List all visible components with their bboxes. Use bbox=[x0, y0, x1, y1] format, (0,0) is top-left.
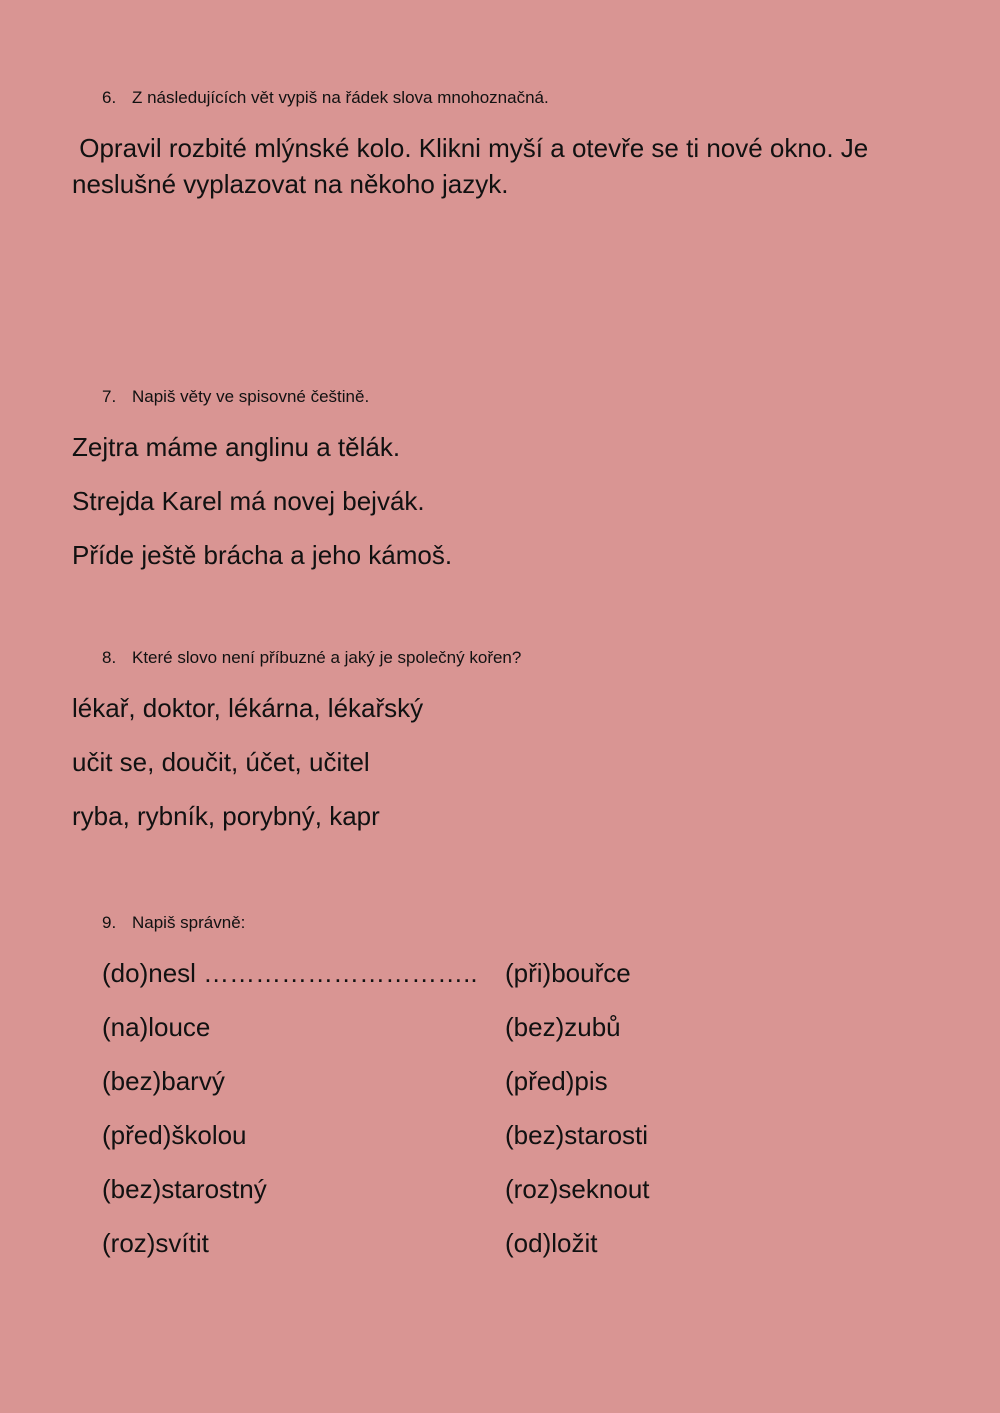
task-6-heading bbox=[102, 88, 549, 108]
task-instruction: Které slovo není příbuzné a jaký je společný kořen? bbox=[132, 648, 522, 667]
exercise-item: (bez)starosti bbox=[505, 1120, 649, 1150]
exercise-item: (bez)starostný bbox=[102, 1174, 267, 1204]
exercise-item: (před)pis bbox=[505, 1066, 608, 1096]
task-instruction: Napiš věty ve spisovné češtině. bbox=[132, 387, 370, 406]
sentence: Strejda Karel má novej bejvák. bbox=[72, 486, 425, 516]
task-7-heading bbox=[102, 387, 369, 407]
word-group: učit se, doučit, účet, učitel bbox=[72, 747, 370, 777]
sentence: Zejtra máme anglinu a tělák. bbox=[72, 432, 401, 462]
task-9-heading bbox=[102, 913, 245, 933]
exercise-item: (bez)barvý bbox=[102, 1066, 225, 1096]
task-instruction: Napiš správně: bbox=[132, 913, 246, 932]
word-group: ryba, rybník, porybný, kapr bbox=[72, 801, 380, 831]
task-6-text: Opravil rozbité mlýnské kolo. Klikni myší a otevře se ti nové okno. Je neslušné vyplazovat na někoho jazyk. bbox=[72, 133, 869, 199]
sentence: Příde ještě brácha a jeho kámoš. bbox=[72, 540, 453, 570]
exercise-item: (do)nesl ………………………….. bbox=[102, 958, 478, 988]
exercise-item: (bez)zubů bbox=[505, 1012, 621, 1042]
word-group: lékař, doktor, lékárna, lékařský bbox=[72, 693, 424, 723]
exercise-item: (roz)svítit bbox=[102, 1228, 209, 1258]
exercise-item: (roz)seknout bbox=[505, 1174, 650, 1204]
exercise-item: (na)louce bbox=[102, 1012, 211, 1042]
task-number: 7. bbox=[102, 387, 117, 406]
task-6-paragraph bbox=[72, 130, 932, 202]
exercise-item: (při)bouřce bbox=[505, 958, 631, 988]
task-number: 8. bbox=[102, 648, 117, 667]
exercise-item: (před)školou bbox=[102, 1120, 247, 1150]
task-8-heading bbox=[102, 648, 521, 668]
exercise-item: (od)ložit bbox=[505, 1228, 598, 1258]
task-number: 6. bbox=[102, 88, 117, 107]
task-number: 9. bbox=[102, 913, 117, 932]
task-instruction: Z následujících vět vypiš na řádek slova mnohoznačná. bbox=[132, 88, 549, 107]
